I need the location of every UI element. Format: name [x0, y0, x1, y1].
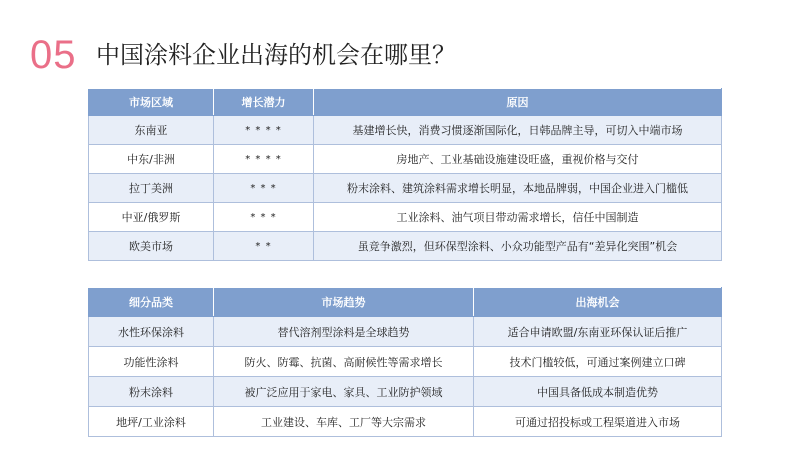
trend-cell: 工业建设、车库、工厂等大宗需求: [214, 407, 474, 437]
table-row: [89, 347, 722, 377]
growth-stars-cell: * *: [214, 232, 314, 261]
growth-stars-cell: * * *: [214, 203, 314, 232]
section-number: 05: [30, 33, 77, 77]
reason-cell: 虽竞争激烈，但环保型涂料、小众功能型产品有“差异化突围”机会: [314, 232, 722, 261]
reason-cell: 基建增长快，消费习惯逐渐国际化，日韩品牌主导，可切入中端市场: [314, 116, 722, 145]
trend-cell: 防火、防霉、抗菌、高耐候性等需求增长: [214, 347, 474, 377]
reason-cell: 工业涂料、油气项目带动需求增长，信任中国制造: [314, 203, 722, 232]
trend-cell: 被广泛应用于家电、家具、工业防护领域: [214, 377, 474, 407]
column-header-reason: 原因: [314, 89, 722, 116]
table-row: [89, 407, 722, 437]
region-cell: 东南亚: [89, 116, 214, 145]
column-header-market-trend: 市场趋势: [214, 288, 474, 317]
region-cell: 欧美市场: [89, 232, 214, 261]
opportunity-cell: 中国具备低成本制造优势: [474, 377, 722, 407]
column-header-growth-potential: 增长潜力: [214, 89, 314, 116]
reason-cell: 房地产、工业基础设施建设旺盛，重视价格与交付: [314, 145, 722, 174]
opportunity-cell: 可通过招投标或工程渠道进入市场: [474, 407, 722, 437]
segment-cell: 水性环保涂料: [89, 317, 214, 347]
table-row: [89, 116, 722, 145]
region-cell: 中亚/俄罗斯: [89, 203, 214, 232]
growth-stars-cell: * * *: [214, 174, 314, 203]
column-header-region: 市场区域: [89, 89, 214, 116]
segment-cell: 粉末涂料: [89, 377, 214, 407]
table-row: [89, 145, 722, 174]
opportunity-cell: 适合申请欧盟/东南亚环保认证后推广: [474, 317, 722, 347]
region-cell: 中东/非洲: [89, 145, 214, 174]
column-header-segment: 细分品类: [89, 288, 214, 317]
market-regions-table: [88, 88, 722, 261]
table-row: [89, 377, 722, 407]
table-header-row: [89, 89, 722, 116]
trend-cell: 替代溶剂型涂料是全球趋势: [214, 317, 474, 347]
column-header-opportunity: 出海机会: [474, 288, 722, 317]
region-cell: 拉丁美洲: [89, 174, 214, 203]
table-row: [89, 203, 722, 232]
table-row: [89, 317, 722, 347]
table-header-row: [89, 288, 722, 317]
segment-cell: 功能性涂料: [89, 347, 214, 377]
title-row: [30, 30, 456, 80]
table-row: [89, 174, 722, 203]
segment-cell: 地坪/工业涂料: [89, 407, 214, 437]
page-title: 中国涂料企业出海的机会在哪里？: [96, 41, 456, 69]
growth-stars-cell: * * * *: [214, 145, 314, 174]
reason-cell: 粉末涂料、建筑涂料需求增长明显，本地品牌弱，中国企业进入门槛低: [314, 174, 722, 203]
opportunity-cell: 技术门槛较低，可通过案例建立口碑: [474, 347, 722, 377]
table-row: [89, 232, 722, 261]
growth-stars-cell: * * * *: [214, 116, 314, 145]
product-segments-table: [88, 287, 722, 437]
